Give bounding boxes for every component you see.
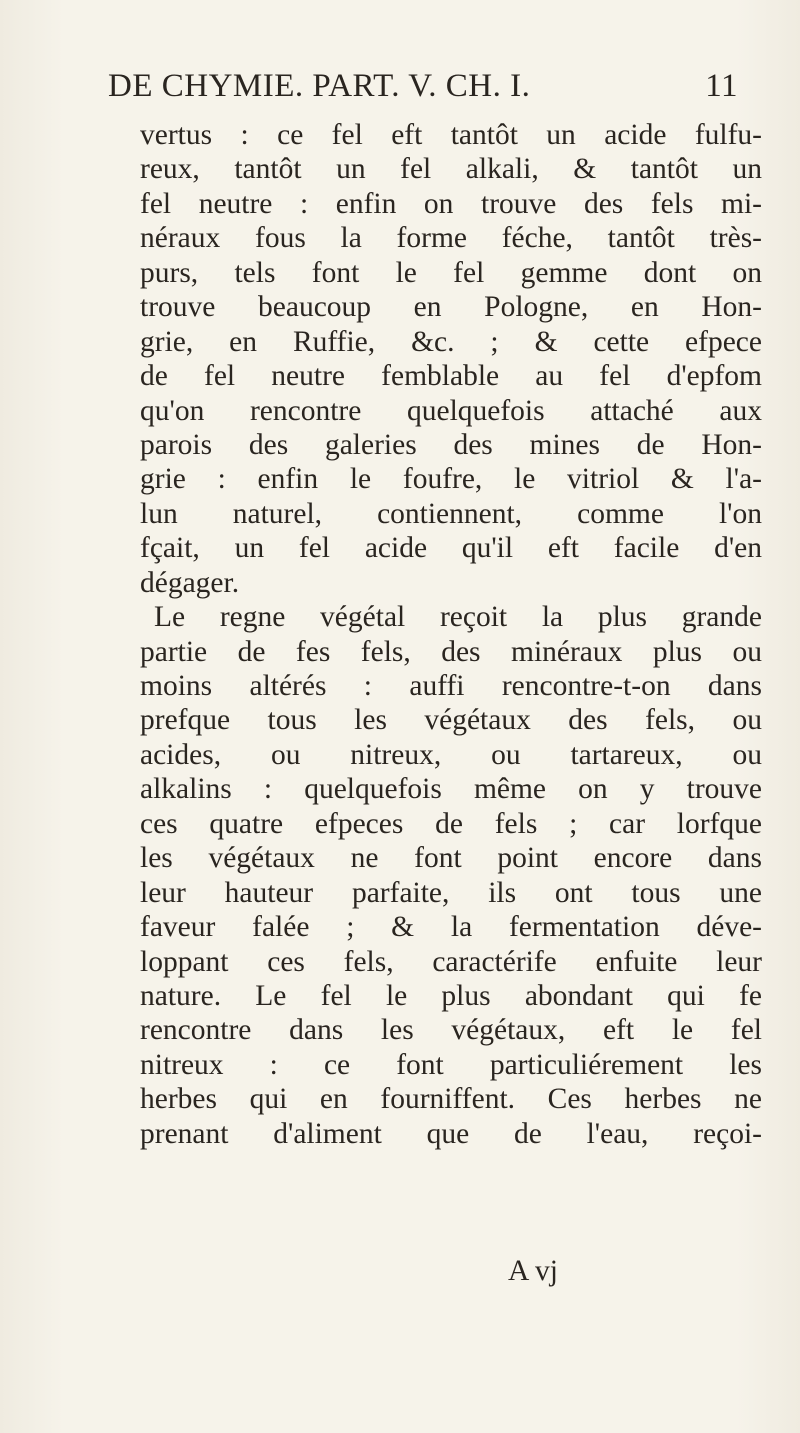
text-line: leur hauteur parfaite, ils ont tous une	[140, 876, 762, 909]
text-line: partie de fes fels, des minéraux plus ou	[140, 635, 762, 668]
text-line: ces quatre efpeces de fels ; car lorfque	[140, 807, 762, 840]
body-text	[140, 118, 762, 1151]
text-line: parois des galeries des mines de Hon-	[140, 428, 762, 461]
text-line: grie, en Ruffie, &c. ; & cette efpece	[140, 325, 762, 358]
text-line: reux, tantôt un fel alkali, & tantôt un	[140, 153, 762, 186]
signature-mark: A vj	[508, 1255, 558, 1287]
text-line: qu'on rencontre quelquefois attaché aux	[140, 394, 762, 427]
page-number: 11	[705, 68, 738, 104]
text-line: rencontre dans les végétaux, eft le fel	[140, 1014, 762, 1047]
text-line: herbes qui en fourniffent. Ces herbes ne	[140, 1083, 762, 1116]
running-head	[108, 68, 748, 108]
text-line: purs, tels font le fel gemme dont on	[140, 256, 762, 289]
text-line: alkalins : quelquefois même on y trouve	[140, 773, 762, 806]
text-line-paragraph-end: dégager.	[140, 566, 240, 599]
text-line: nitreux : ce font particuliérement les	[140, 1048, 762, 1081]
text-line: faveur falée ; & la fermentation déve-	[140, 911, 762, 944]
text-line: moins altérés : auffi rencontre-t-on dans	[140, 670, 762, 702]
text-line: acides, ou nitreux, ou tartareux, ou	[140, 738, 762, 771]
text-line-paragraph-start: Le regne végétal reçoit la plus grande	[154, 601, 762, 634]
text-line: fel neutre : enfin on trouve des fels mi-	[140, 187, 762, 220]
text-line: vertus : ce fel eft tantôt un acide fulfu-	[140, 119, 762, 151]
text-line: trouve beaucoup en Pologne, en Hon-	[140, 291, 762, 324]
text-line: néraux fous la forme féche, tantôt très-	[140, 222, 762, 255]
text-line: prenant d'aliment que de l'eau, reçoi-	[140, 1117, 762, 1150]
text-line: les végétaux ne font point encore dans	[140, 842, 762, 875]
text-line: fçait, un fel acide qu'il eft facile d'en	[140, 532, 762, 565]
text-line: nature. Le fel le plus abondant qui fe	[140, 979, 762, 1012]
running-head-title: DE CHYMIE. PART. V. CH. I.	[108, 68, 531, 104]
text-line: grie : enfin le foufre, le vitriol & l'a-	[140, 463, 762, 496]
text-line: loppant ces fels, caractérife enfuite leur	[140, 945, 762, 978]
text-line: de fel neutre femblable au fel d'epfom	[140, 360, 762, 393]
text-line: prefque tous les végétaux des fels, ou	[140, 704, 762, 737]
text-line: lun naturel, contiennent, comme l'on	[140, 497, 762, 530]
